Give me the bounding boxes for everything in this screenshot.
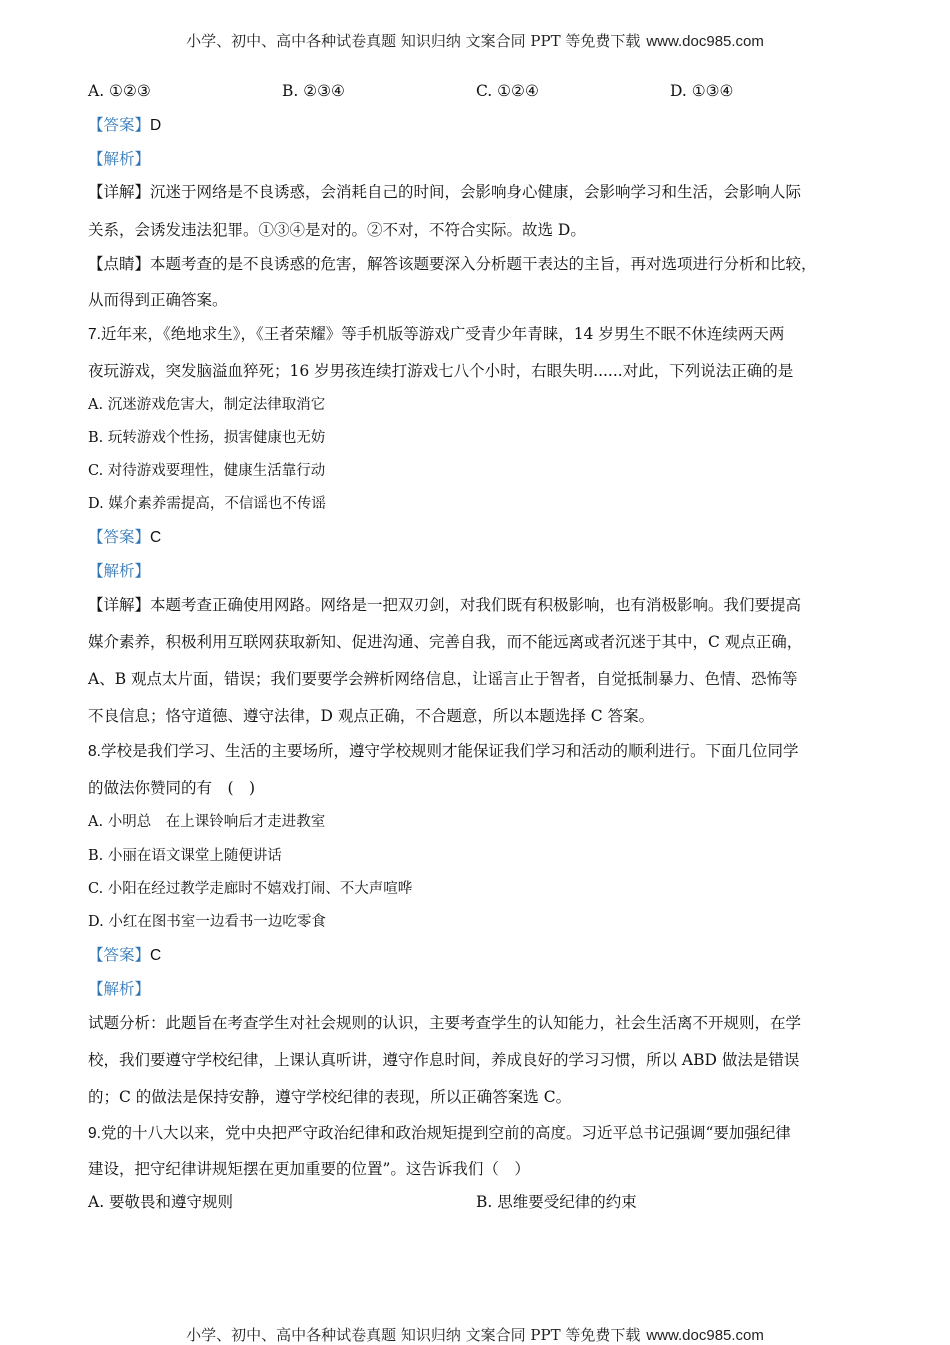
q9-option-a: A. 要敬畏和遵守规则 [88, 1193, 234, 1211]
q8-option-c: C. 小阳在经过教学走廊时不嬉戏打闹、不大声喧哗 [88, 881, 413, 897]
q8-analysis-line-1: 试题分析：此题旨在考查学生对社会规则的认识，主要考查学生的认知能力，社会生活离不开规则，在学 [88, 1014, 802, 1032]
q6-comment-line-2: 从而得到正确答案。 [88, 291, 228, 309]
q8-stem-line-2: 的做法你赞同的有 ( ) [88, 779, 256, 797]
comment-tag: 【点睛】 [88, 255, 151, 273]
detail-tag: 【详解】 [88, 183, 151, 201]
q9-stem-line-2: 建设，把守纪律讲规矩摆在更加重要的位置”。这告诉我们（ ） [88, 1160, 530, 1178]
q8-answer-line [88, 944, 161, 967]
q7-option-b: B. 玩转游戏个性扬，损害健康也无妨 [88, 430, 326, 446]
q8-analysis-line-3: 的；C 的做法是保持安静，遵守学校纪律的表现，所以正确答案选 C。 [88, 1088, 572, 1106]
q6-option-b: B. ②③④ [282, 82, 345, 100]
q6-detail-line-1 [88, 181, 801, 203]
q9-stem-line-1 [88, 1122, 791, 1145]
page-header [0, 30, 950, 51]
q7-detail-line-3: A、B 观点太片面，错误；我们要要学会辨析网络信息，让谣言止于智者，自觉抵制暴力、色情、恐怖等 [88, 670, 798, 688]
q6-answer: D [150, 117, 162, 134]
q9-option-b: B. 思维要受纪律的约束 [476, 1193, 637, 1211]
q8-option-d: D. 小红在图书室一边看书一边吃零食 [88, 914, 326, 930]
q7-stem-line-1 [88, 323, 784, 346]
analysis-tag: 【解析】 [88, 562, 151, 580]
q6-comment-line-1 [88, 253, 817, 275]
q7-option-c: C. 对待游戏要理性，健康生活靠行动 [88, 463, 326, 479]
q6-comment-text-1: 本题考查的是不良诱惑的危害，解答该题要深入分析题干表达的主旨，再对选项进行分析和比较， [150, 255, 817, 273]
q7-answer-line [88, 526, 161, 549]
q6-detail-text-1: 沉迷于网络是不良诱惑，会消耗自己的时间，会影响身心健康，会影响学习和生活，会影响人际 [150, 183, 802, 201]
header-text: 小学、初中、高中各种试卷真题 知识归纳 文案合同 PPT 等免费下载 [186, 32, 641, 50]
q7-detail-text-1: 本题考查正确使用网路。网络是一把双刃剑，对我们既有积极影响，也有消极影响。我们要提高 [150, 596, 802, 614]
q8-option-b: B. 小丽在语文课堂上随便讲话 [88, 848, 282, 864]
q8-analysis-line-2: 校，我们要遵守学校纪律，上课认真听讲，遵守作息时间，养成良好的学习习惯，所以 ABD 做法是错误 [88, 1051, 800, 1069]
q7-number: 7. [88, 326, 101, 343]
analysis-tag: 【解析】 [88, 150, 151, 168]
q7-detail-line-2: 媒介素养，积极利用互联网获取新知、促进沟通、完善自我，而不能远离或者沉迷于其中，C 观点正确， [88, 633, 803, 651]
q8-option-a: A. 小明总 在上课铃响后才走进教室 [88, 814, 326, 830]
page-footer [0, 1324, 950, 1345]
footer-text: 小学、初中、高中各种试卷真题 知识归纳 文案合同 PPT 等免费下载 [186, 1326, 641, 1344]
q6-option-d: D. ①③④ [670, 82, 734, 100]
footer-url[interactable]: www.doc985.com [646, 1327, 764, 1344]
q9-stem-text-1: 党的十八大以来，党中央把严守政治纪律和政治规矩提到空前的高度。习近平总书记强调“要加强纪律 [100, 1124, 791, 1142]
q7-analysis-tag [88, 560, 150, 582]
detail-tag: 【详解】 [88, 596, 151, 614]
q7-option-a: A. 沉迷游戏危害大，制定法律取消它 [88, 397, 326, 413]
q7-detail-line-1 [88, 594, 801, 616]
q8-answer: C [150, 947, 162, 964]
analysis-tag: 【解析】 [88, 980, 151, 998]
q7-answer: C [150, 529, 162, 546]
q7-stem-line-2: 夜玩游戏，突发脑溢血猝死；16 岁男孩连续打游戏七八个小时，右眼失明......对此，下列说法正确的是 [88, 362, 794, 380]
q8-number: 8. [88, 743, 101, 760]
q7-option-d: D. 媒介素养需提高，不信谣也不传谣 [88, 496, 326, 512]
answer-tag: 【答案】 [88, 946, 151, 964]
q8-stem-text-1: 学校是我们学习、生活的主要场所，遵守学校规则才能保证我们学习和活动的顺利进行。下面几位同学 [100, 742, 799, 760]
answer-tag: 【答案】 [88, 116, 151, 134]
q7-detail-line-4: 不良信息；恪守道德、遵守法律，D 观点正确，不合题意，所以本题选择 C 答案。 [88, 707, 655, 725]
q6-option-a: A. ①②③ [88, 82, 151, 100]
q8-stem-line-1 [88, 740, 798, 763]
q6-answer-line [88, 114, 161, 137]
q8-analysis-tag [88, 978, 150, 1000]
q6-option-c: C. ①②④ [476, 82, 539, 100]
header-url[interactable]: www.doc985.com [646, 33, 764, 50]
q7-stem-text-1: 近年来，《绝地求生》，《王者荣耀》等手机版等游戏广受青少年青睐，14 岁男生不眠不休连续两天两 [100, 325, 785, 343]
q6-analysis-tag [88, 148, 150, 170]
q9-number: 9. [88, 1125, 101, 1142]
answer-tag: 【答案】 [88, 528, 151, 546]
q6-detail-line-2: 关系，会诱发违法犯罪。①③④是对的。②不对，不符合实际。故选 D。 [88, 221, 586, 239]
